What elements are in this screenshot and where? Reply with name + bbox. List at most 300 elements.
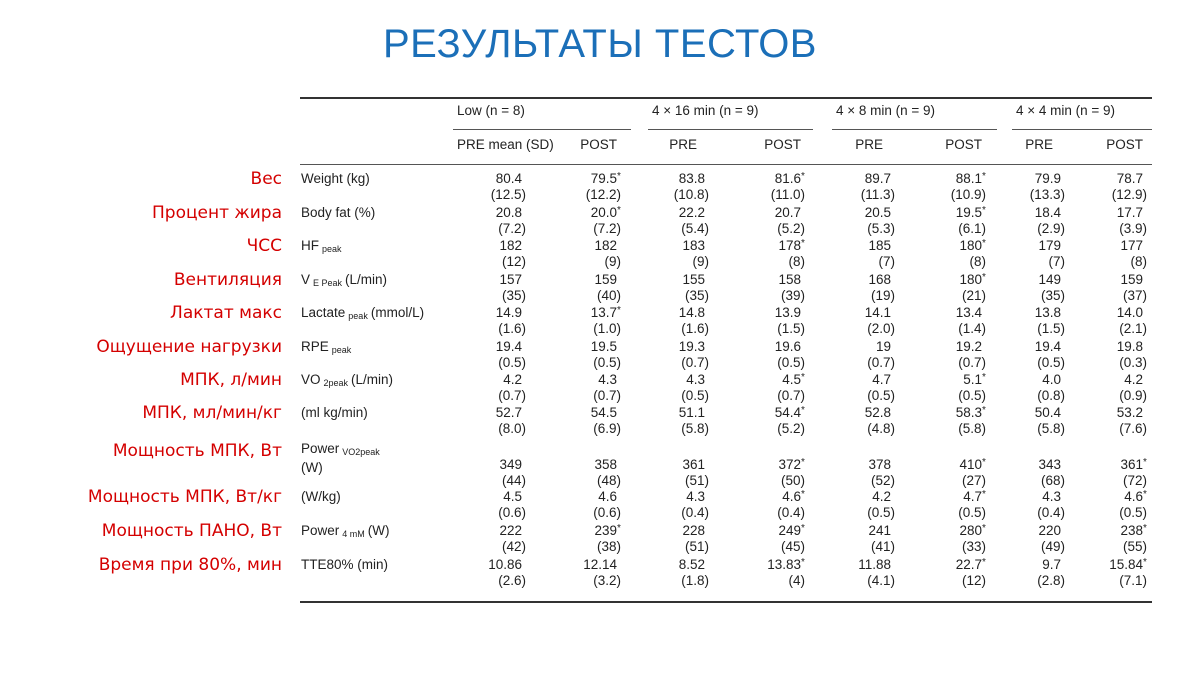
- mean-value: [1117, 339, 1143, 354]
- column-header: POST: [945, 137, 982, 152]
- significance-asterisk: *: [982, 238, 986, 249]
- table-cell-mean: [912, 205, 986, 221]
- column-header: POST: [764, 137, 801, 152]
- table-cell-sd: (0.7): [593, 388, 621, 403]
- table-cell-mean: [991, 305, 1061, 321]
- table-cell-sd: (72): [1122, 473, 1147, 488]
- row-label-en: [301, 489, 341, 505]
- row-label-en-line2: (W): [301, 460, 323, 475]
- table-cell-mean: [821, 171, 891, 187]
- row-label-ru: Мощность МПК, Вт/кг: [87, 487, 282, 507]
- mean-value: [782, 489, 805, 504]
- table-cell-mean: [547, 372, 617, 388]
- table-cell-mean: [1073, 405, 1143, 421]
- table-cell-mean: [547, 489, 617, 505]
- table-cell-sd: (0.5): [777, 355, 805, 370]
- mean-value: [956, 339, 982, 354]
- table-cell-mean: [635, 205, 705, 221]
- mean-value-text: 159: [1120, 272, 1143, 287]
- table-cell-mean: [452, 272, 522, 288]
- table-cell-sd: (0.7): [958, 355, 986, 370]
- mean-value: [499, 238, 522, 253]
- table-cell-mean: [912, 305, 982, 321]
- row-label-en-text: TTE80% (min): [301, 557, 389, 572]
- row-label-ru: Вентиляция: [173, 270, 282, 290]
- mean-value: [682, 457, 705, 472]
- mean-value-text: 14.1: [864, 305, 891, 320]
- mean-value-text: 53.2: [1116, 405, 1143, 420]
- table-cell-sd: (2.8): [1037, 573, 1065, 588]
- mean-value: [876, 339, 891, 354]
- table-cell-mean: [635, 557, 705, 573]
- table-cell-mean: [912, 171, 986, 187]
- table-cell-mean: [912, 238, 986, 254]
- table-cell-sd: (33): [961, 539, 986, 554]
- row-label-en: [301, 372, 393, 391]
- table-cell-sd: (12): [501, 254, 526, 269]
- mean-value-text: 19.4: [495, 339, 522, 354]
- table-cell-sd: (0.6): [593, 505, 621, 520]
- table-cell-sd: (0.5): [867, 505, 895, 520]
- mean-value-text: 4.5: [503, 489, 522, 504]
- group-header: 4 × 16 min (n = 9): [652, 103, 759, 118]
- mean-value-text: 19: [875, 339, 891, 354]
- table-cell-sd: (0.7): [681, 355, 709, 370]
- table-cell-mean: [547, 171, 621, 187]
- mean-value-text: 280: [959, 523, 982, 538]
- row-label-en-subscript: peak: [331, 345, 352, 355]
- table-cell-mean: [452, 557, 522, 573]
- mean-value-text: 9.7: [1042, 557, 1061, 572]
- mean-value: [868, 457, 891, 472]
- mean-value-text: 4.5: [782, 372, 801, 387]
- row-label-en-text: (ml kg/min): [301, 405, 368, 420]
- mean-value-text: 52.7: [495, 405, 522, 420]
- table-cell-mean: [991, 339, 1061, 355]
- row-label-ru: Время при 80%, мин: [98, 555, 282, 575]
- row-label-en-text: Power: [301, 441, 340, 456]
- table-cell-mean: [821, 305, 891, 321]
- mean-value: [1038, 457, 1061, 472]
- significance-asterisk: *: [801, 523, 805, 534]
- table-cell-sd: (0.5): [867, 388, 895, 403]
- table-cell-mean: [452, 339, 522, 355]
- mean-value-text: 4.0: [1042, 372, 1061, 387]
- table-cell-sd: (8.0): [498, 421, 526, 436]
- row-label-ru: Вес: [250, 169, 282, 189]
- group-rule-4: [1012, 129, 1152, 130]
- mean-value-text: 358: [594, 457, 617, 472]
- table-cell-mean: [547, 405, 617, 421]
- table-cell-mean: [452, 523, 522, 539]
- mean-value-text: 4.3: [1042, 489, 1061, 504]
- mean-value: [955, 557, 986, 572]
- table-cell-sd: (50): [780, 473, 805, 488]
- table-cell-mean: [991, 523, 1061, 539]
- mean-value-text: 80.4: [495, 171, 522, 186]
- table-cell-mean: [452, 171, 522, 187]
- mean-value: [488, 557, 522, 572]
- mean-value-text: 14.9: [495, 305, 522, 320]
- mean-value-text: 18.4: [1034, 205, 1061, 220]
- table-cell-sd: (7): [878, 254, 895, 269]
- mean-value: [868, 238, 891, 253]
- table-cell-sd: (0.4): [681, 505, 709, 520]
- row-label-en-text: Body fat (%): [301, 205, 376, 220]
- significance-asterisk: *: [982, 405, 986, 416]
- mean-value-text: 157: [499, 272, 522, 287]
- table-cell-mean: [635, 171, 705, 187]
- table-cell-mean: [635, 305, 705, 321]
- table-cell-mean: [635, 339, 705, 355]
- mean-value-text: 4.2: [872, 489, 891, 504]
- group-header: Low (n = 8): [457, 103, 525, 118]
- mean-value-text: 182: [499, 238, 522, 253]
- table-top-rule: [300, 97, 1152, 99]
- row-label-en-unit: (L/min): [345, 272, 388, 287]
- mean-value: [1035, 205, 1061, 220]
- table-cell-sd: (10.8): [673, 187, 709, 202]
- mean-value-text: 159: [594, 272, 617, 287]
- mean-value: [767, 557, 805, 572]
- group-header: 4 × 4 min (n = 9): [1016, 103, 1116, 118]
- mean-value-text: 19.6: [774, 339, 801, 354]
- mean-value: [1035, 305, 1061, 320]
- mean-value: [499, 523, 522, 538]
- mean-value-text: 51.1: [678, 405, 705, 420]
- table-cell-sd: (9): [692, 254, 709, 269]
- group-header: 4 × 8 min (n = 9): [836, 103, 936, 118]
- table-cell-sd: (7.2): [593, 221, 621, 236]
- mean-value: [679, 305, 705, 320]
- mean-value-text: 155: [682, 272, 705, 287]
- mean-value-text: 19.3: [678, 339, 705, 354]
- group-rule-low: [453, 129, 631, 130]
- table-cell-mean: [1073, 457, 1147, 473]
- mean-value: [594, 272, 617, 287]
- table-cell-mean: [731, 457, 805, 473]
- mean-value: [1120, 272, 1143, 287]
- table-cell-mean: [731, 305, 801, 321]
- mean-value: [1117, 171, 1143, 186]
- table-cell-sd: (1.6): [681, 321, 709, 336]
- mean-value-text: 13.4: [955, 305, 982, 320]
- table-cell-sd: (35): [684, 288, 709, 303]
- mean-value: [496, 405, 522, 420]
- russian-labels-column: [0, 0, 292, 675]
- row-label-ru: Лактат макс: [170, 303, 282, 323]
- table-cell-mean: [547, 457, 617, 473]
- mean-value-text: 180: [959, 272, 982, 287]
- table-cell-mean: [731, 372, 805, 388]
- mean-value: [591, 405, 617, 420]
- table-cell-mean: [991, 272, 1061, 288]
- table-cell-sd: (21): [961, 288, 986, 303]
- mean-value: [858, 557, 891, 572]
- mean-value: [1038, 238, 1061, 253]
- group-rule-16: [648, 129, 813, 130]
- table-cell-sd: (13.3): [1029, 187, 1065, 202]
- row-label-en-text: Weight (kg): [301, 171, 370, 186]
- significance-asterisk: *: [801, 457, 805, 468]
- mean-value: [963, 372, 986, 387]
- table-cell-mean: [821, 205, 891, 221]
- table-cell-mean: [731, 171, 805, 187]
- significance-asterisk: *: [617, 171, 621, 182]
- mean-value-text: 19.8: [1116, 339, 1143, 354]
- mean-value-text: 361: [1120, 457, 1143, 472]
- table-cell-mean: [991, 205, 1061, 221]
- table-cell-sd: (6.1): [958, 221, 986, 236]
- table-cell-mean: [1073, 171, 1143, 187]
- mean-value-text: 222: [499, 523, 522, 538]
- table-cell-mean: [635, 523, 705, 539]
- mean-value: [1124, 372, 1143, 387]
- row-label-en-subscript: 4 mM: [342, 529, 365, 539]
- mean-value: [590, 305, 621, 320]
- row-label-ru: Ощущение нагрузки: [96, 337, 282, 357]
- table-cell-sd: (11.3): [860, 187, 895, 202]
- mean-value-text: 15.84: [1109, 557, 1143, 572]
- mean-value-text: 239: [594, 523, 617, 538]
- mean-value-text: 20.5: [864, 205, 891, 220]
- mean-value: [774, 171, 805, 186]
- table-cell-sd: (1.0): [593, 321, 621, 336]
- table-cell-mean: [821, 489, 891, 505]
- table-cell-sd: (52): [870, 473, 895, 488]
- row-label-en-unit: (L/min): [351, 372, 394, 387]
- table-cell-mean: [547, 523, 621, 539]
- mean-value: [778, 238, 805, 253]
- table-cell-sd: (12.2): [585, 187, 621, 202]
- mean-value-text: 168: [868, 272, 891, 287]
- mean-value-text: 79.5: [590, 171, 617, 186]
- table-cell-mean: [635, 405, 705, 421]
- mean-value: [503, 372, 522, 387]
- mean-value: [496, 171, 522, 186]
- mean-value: [499, 457, 522, 472]
- mean-value-text: 4.7: [963, 489, 982, 504]
- table-cell-sd: (51): [684, 539, 709, 554]
- mean-value: [503, 489, 522, 504]
- row-label-en-text: (W/kg): [301, 489, 341, 504]
- group-rule-8: [832, 129, 997, 130]
- column-header: PRE: [855, 137, 883, 152]
- significance-asterisk: *: [982, 372, 986, 383]
- mean-value-text: 19.2: [955, 339, 982, 354]
- mean-value: [594, 523, 621, 538]
- table-cell-sd: (0.4): [777, 505, 805, 520]
- table-cell-mean: [1073, 305, 1143, 321]
- row-label-en-text: Power: [301, 523, 340, 538]
- table-cell-mean: [912, 405, 986, 421]
- table-cell-sd: (5.3): [867, 221, 895, 236]
- mean-value-text: 14.0: [1116, 305, 1143, 320]
- mean-value-text: 89.7: [864, 171, 891, 186]
- mean-value: [682, 523, 705, 538]
- mean-value-text: 13.83: [767, 557, 801, 572]
- table-cell-sd: (5.8): [681, 421, 709, 436]
- table-cell-sd: (48): [596, 473, 621, 488]
- table-cell-mean: [821, 238, 891, 254]
- row-label-en: [301, 523, 390, 542]
- table-cell-sd: (7.1): [1119, 573, 1147, 588]
- table-cell-mean: [912, 339, 982, 355]
- row-label-en: [301, 238, 342, 257]
- table-cell-mean: [452, 489, 522, 505]
- table-cell-mean: [731, 272, 801, 288]
- table-cell-sd: (39): [780, 288, 805, 303]
- mean-value: [1120, 523, 1147, 538]
- mean-value-text: 228: [682, 523, 705, 538]
- table-cell-mean: [547, 305, 621, 321]
- table-cell-sd: (27): [961, 473, 986, 488]
- mean-value-text: 22.2: [678, 205, 705, 220]
- table-cell-mean: [635, 238, 705, 254]
- mean-value-text: 50.4: [1034, 405, 1061, 420]
- table-cell-sd: (35): [501, 288, 526, 303]
- mean-value-text: 88.1: [955, 171, 982, 186]
- significance-asterisk: *: [982, 171, 986, 182]
- mean-value-text: 13.9: [774, 305, 801, 320]
- mean-value: [963, 489, 986, 504]
- mean-value: [778, 272, 801, 287]
- mean-value-text: 372: [778, 457, 801, 472]
- mean-value: [778, 523, 805, 538]
- mean-value: [496, 305, 522, 320]
- table-cell-sd: (0.7): [867, 355, 895, 370]
- table-cell-sd: (41): [870, 539, 895, 554]
- table-cell-sd: (5.4): [681, 221, 709, 236]
- mean-value-text: 4.3: [598, 372, 617, 387]
- row-label-ru: Мощность МПК, Вт: [112, 441, 282, 461]
- mean-value-text: 78.7: [1116, 171, 1143, 186]
- table-cell-sd: (7.2): [498, 221, 526, 236]
- mean-value: [496, 339, 522, 354]
- mean-value: [679, 339, 705, 354]
- table-cell-mean: [731, 238, 805, 254]
- mean-value-text: 10.86: [488, 557, 522, 572]
- mean-value: [865, 405, 891, 420]
- table-cell-sd: (1.6): [498, 321, 526, 336]
- row-label-en: [301, 405, 368, 421]
- mean-value: [1109, 557, 1147, 572]
- table-cell-sd: (2.0): [867, 321, 895, 336]
- mean-value-text: 410: [959, 457, 982, 472]
- mean-value-text: 12.14: [583, 557, 617, 572]
- table-cell-mean: [731, 489, 805, 505]
- mean-value: [1035, 339, 1061, 354]
- table-cell-mean: [821, 272, 891, 288]
- mean-value-text: 58.3: [955, 405, 982, 420]
- column-header: POST: [1106, 137, 1143, 152]
- table-cell-sd: (0.5): [681, 388, 709, 403]
- significance-asterisk: *: [1143, 557, 1147, 568]
- mean-value-text: 4.3: [686, 372, 705, 387]
- mean-value: [590, 171, 621, 186]
- table-cell-mean: [912, 372, 986, 388]
- table-cell-mean: [1073, 272, 1143, 288]
- table-cell-mean: [635, 489, 705, 505]
- mean-value: [1042, 557, 1061, 572]
- mean-value-text: 19.5: [955, 205, 982, 220]
- row-label-en: [301, 171, 370, 187]
- significance-asterisk: *: [982, 457, 986, 468]
- table-cell-sd: (3.9): [1119, 221, 1147, 236]
- mean-value: [955, 171, 986, 186]
- table-cell-sd: (8): [1130, 254, 1147, 269]
- table-cell-mean: [452, 205, 522, 221]
- row-label-en-unit: (W): [367, 523, 390, 538]
- table-cell-mean: [1073, 339, 1143, 355]
- row-label-en: [301, 272, 387, 291]
- significance-asterisk: *: [801, 372, 805, 383]
- table-cell-sd: (0.6): [498, 505, 526, 520]
- table-cell-sd: (3.2): [593, 573, 621, 588]
- table-cell-sd: (37): [1122, 288, 1147, 303]
- table-cell-sd: (4.1): [867, 573, 895, 588]
- row-label-en: [301, 557, 388, 573]
- table-cell-mean: [912, 557, 986, 573]
- mean-value-text: 177: [1120, 238, 1143, 253]
- mean-value-text: 179: [1038, 238, 1061, 253]
- table-cell-mean: [991, 372, 1061, 388]
- mean-value-text: 241: [868, 523, 891, 538]
- mean-value: [591, 339, 617, 354]
- mean-value-text: 17.7: [1116, 205, 1143, 220]
- table-cell-sd: (6.9): [593, 421, 621, 436]
- table-cell-mean: [1073, 489, 1147, 505]
- table-cell-sd: (0.4): [1037, 505, 1065, 520]
- slide-title: РЕЗУЛЬТАТЫ ТЕСТОВ: [383, 22, 817, 66]
- mean-value: [775, 205, 801, 220]
- significance-asterisk: *: [982, 557, 986, 568]
- mean-value: [872, 372, 891, 387]
- mean-value: [594, 238, 617, 253]
- row-label-en-subscript: VO2peak: [342, 447, 380, 457]
- mean-value: [959, 272, 986, 287]
- table-cell-sd: (68): [1040, 473, 1065, 488]
- significance-asterisk: *: [982, 205, 986, 216]
- row-label-en: [301, 205, 375, 221]
- mean-value: [782, 372, 805, 387]
- table-cell-mean: [912, 272, 986, 288]
- table-cell-mean: [731, 523, 805, 539]
- mean-value: [872, 489, 891, 504]
- mean-value: [590, 205, 621, 220]
- significance-asterisk: *: [617, 205, 621, 216]
- table-cell-mean: [821, 405, 891, 421]
- table-cell-sd: (7): [1048, 254, 1065, 269]
- table-cell-mean: [991, 557, 1061, 573]
- mean-value: [1042, 372, 1061, 387]
- table-cell-mean: [547, 557, 617, 573]
- mean-value-text: 11.88: [858, 557, 891, 572]
- mean-value: [955, 205, 986, 220]
- table-cell-mean: [452, 305, 522, 321]
- table-cell-sd: (5.2): [777, 221, 805, 236]
- mean-value: [1042, 489, 1061, 504]
- table-cell-mean: [635, 272, 705, 288]
- significance-asterisk: *: [801, 171, 805, 182]
- table-cell-mean: [635, 457, 705, 473]
- row-label-ru: МПК, мл/мин/кг: [142, 403, 282, 423]
- table-cell-sd: (0.5): [958, 505, 986, 520]
- significance-asterisk: *: [801, 238, 805, 249]
- header-bottom-rule: [300, 164, 1152, 165]
- table-cell-sd: (42): [501, 539, 526, 554]
- mean-value-text: 4.6: [598, 489, 617, 504]
